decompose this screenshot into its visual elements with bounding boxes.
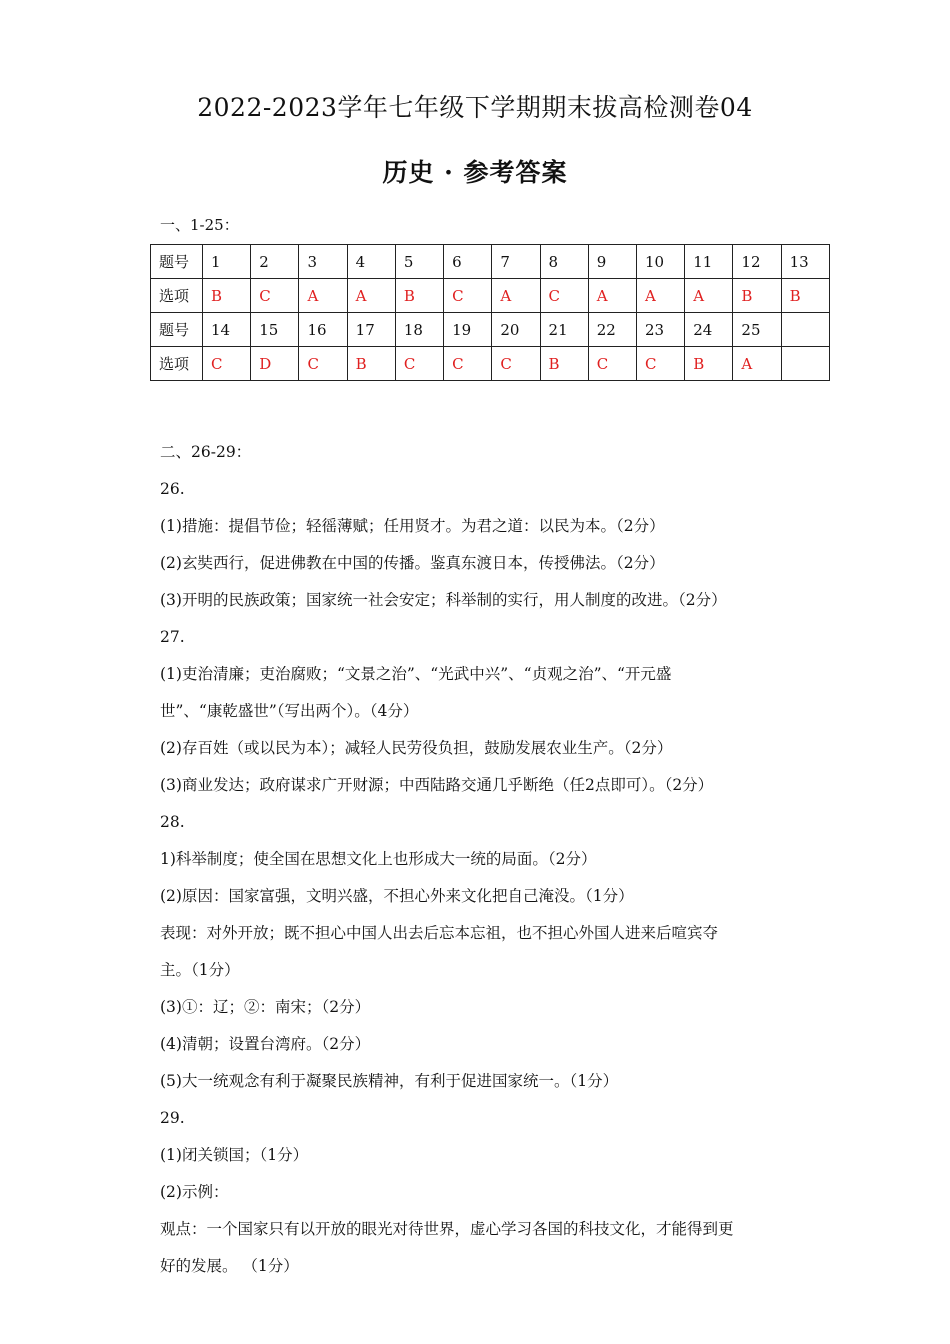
question-number-cell: 25 [733, 313, 781, 347]
answer-cell: C [395, 347, 443, 381]
question-number-cell: 4 [347, 245, 395, 279]
answer-cell: A [588, 279, 636, 313]
content-line: (2)原因：国家富强，文明兴盛，不担心外来文化把自己淹没。（1分） [160, 887, 634, 905]
content-line: 表现：对外开放；既不担心中国人出去后忘本忘祖，也不担心外国人进来后喧宾夺 [160, 924, 719, 942]
table-row [151, 313, 830, 347]
content-line: 1)科举制度；使全国在思想文化上也形成大一统的局面。（2分） [160, 850, 597, 868]
content-line: 主。（1分） [160, 961, 240, 979]
answer-content [160, 434, 800, 1285]
content-line: 27. [160, 628, 185, 646]
answer-cell: D [251, 347, 299, 381]
answer-cell [781, 347, 829, 381]
table-row [151, 279, 830, 313]
content-line: (2)存百姓（或以民为本）；减轻人民劳役负担，鼓励发展农业生产。（2分） [160, 739, 673, 757]
question-number-cell: 10 [636, 245, 684, 279]
table-row [151, 245, 830, 279]
answer-cell: C [444, 347, 492, 381]
content-line: (1)吏治清廉；吏治腐败；“文景之治”、“光武中兴”、“贞观之治”、“开元盛 [160, 665, 672, 683]
content-line: 26. [160, 480, 185, 498]
question-number-cell: 19 [444, 313, 492, 347]
answer-cell: B [685, 347, 733, 381]
content-line: (1)闭关锁国；（1分） [160, 1146, 309, 1164]
row-label: 选项 [151, 347, 203, 381]
row-label: 题号 [151, 245, 203, 279]
question-number-cell: 6 [444, 245, 492, 279]
answer-cell: A [492, 279, 540, 313]
question-number-cell: 23 [636, 313, 684, 347]
answer-table [150, 244, 830, 381]
question-number-cell: 1 [203, 245, 251, 279]
question-number-cell: 14 [203, 313, 251, 347]
content-line: 观点：一个国家只有以开放的眼光对待世界，虚心学习各国的科技文化，才能得到更 [160, 1220, 734, 1238]
content-line: 28. [160, 813, 185, 831]
answer-cell: B [540, 347, 588, 381]
table-row [151, 347, 830, 381]
answer-cell: C [636, 347, 684, 381]
answer-cell: A [733, 347, 781, 381]
answer-cell: A [347, 279, 395, 313]
content-line: (2)玄奘西行，促进佛教在中国的传播。鉴真东渡日本，传授佛法。（2分） [160, 554, 665, 572]
question-number-cell: 9 [588, 245, 636, 279]
content-line: (3)①：辽；②：南宋；（2分） [160, 998, 371, 1016]
content-line: (3)商业发达；政府谋求广开财源；中西陆路交通几乎断绝（任2点即可）。（2分） [160, 776, 714, 794]
answer-cell: A [685, 279, 733, 313]
content-line: (4)清朝；设置台湾府。（2分） [160, 1035, 371, 1053]
question-number-cell: 20 [492, 313, 540, 347]
question-number-cell: 15 [251, 313, 299, 347]
answer-cell: B [781, 279, 829, 313]
row-label: 题号 [151, 313, 203, 347]
answer-cell: C [444, 279, 492, 313]
answer-cell: B [203, 279, 251, 313]
answer-cell: C [540, 279, 588, 313]
answer-cell: C [492, 347, 540, 381]
question-number-cell: 2 [251, 245, 299, 279]
question-number-cell: 12 [733, 245, 781, 279]
question-number-cell: 21 [540, 313, 588, 347]
question-number-cell: 8 [540, 245, 588, 279]
question-number-cell: 3 [299, 245, 347, 279]
section-1-heading: 一、1-25： [160, 216, 239, 234]
answer-cell: C [251, 279, 299, 313]
question-number-cell: 5 [395, 245, 443, 279]
content-line: 29. [160, 1109, 185, 1127]
question-number-cell: 17 [347, 313, 395, 347]
content-line: 世”、“康乾盛世”（写出两个）。（4分） [160, 702, 419, 720]
question-number-cell: 13 [781, 245, 829, 279]
content-line: (5)大一统观念有利于凝聚民族精神，有利于促进国家统一。（1分） [160, 1072, 619, 1090]
answer-cell: A [636, 279, 684, 313]
content-line: (2)示例： [160, 1183, 229, 1201]
answer-cell: A [299, 279, 347, 313]
answer-cell: C [203, 347, 251, 381]
answer-cell: B [733, 279, 781, 313]
question-number-cell: 11 [685, 245, 733, 279]
page-subtitle: 历史 · 参考答案 [382, 158, 568, 187]
content-line: 二、26-29： [160, 443, 252, 461]
question-number-cell: 22 [588, 313, 636, 347]
question-number-cell [781, 313, 829, 347]
answer-cell: B [395, 279, 443, 313]
row-label: 选项 [151, 279, 203, 313]
question-number-cell: 7 [492, 245, 540, 279]
answer-cell: B [347, 347, 395, 381]
content-line: (3)开明的民族政策；国家统一社会安定；科举制的实行，用人制度的改进。（2分） [160, 591, 727, 609]
answer-cell: C [299, 347, 347, 381]
content-line: 好的发展。 （1分） [160, 1257, 299, 1275]
page-title: 2022-2023学年七年级下学期期末拔高检测卷04 [197, 93, 753, 122]
question-number-cell: 16 [299, 313, 347, 347]
content-line: (1)措施：提倡节俭；轻徭薄赋；任用贤才。为君之道：以民为本。（2分） [160, 517, 665, 535]
answer-cell: C [588, 347, 636, 381]
question-number-cell: 24 [685, 313, 733, 347]
question-number-cell: 18 [395, 313, 443, 347]
